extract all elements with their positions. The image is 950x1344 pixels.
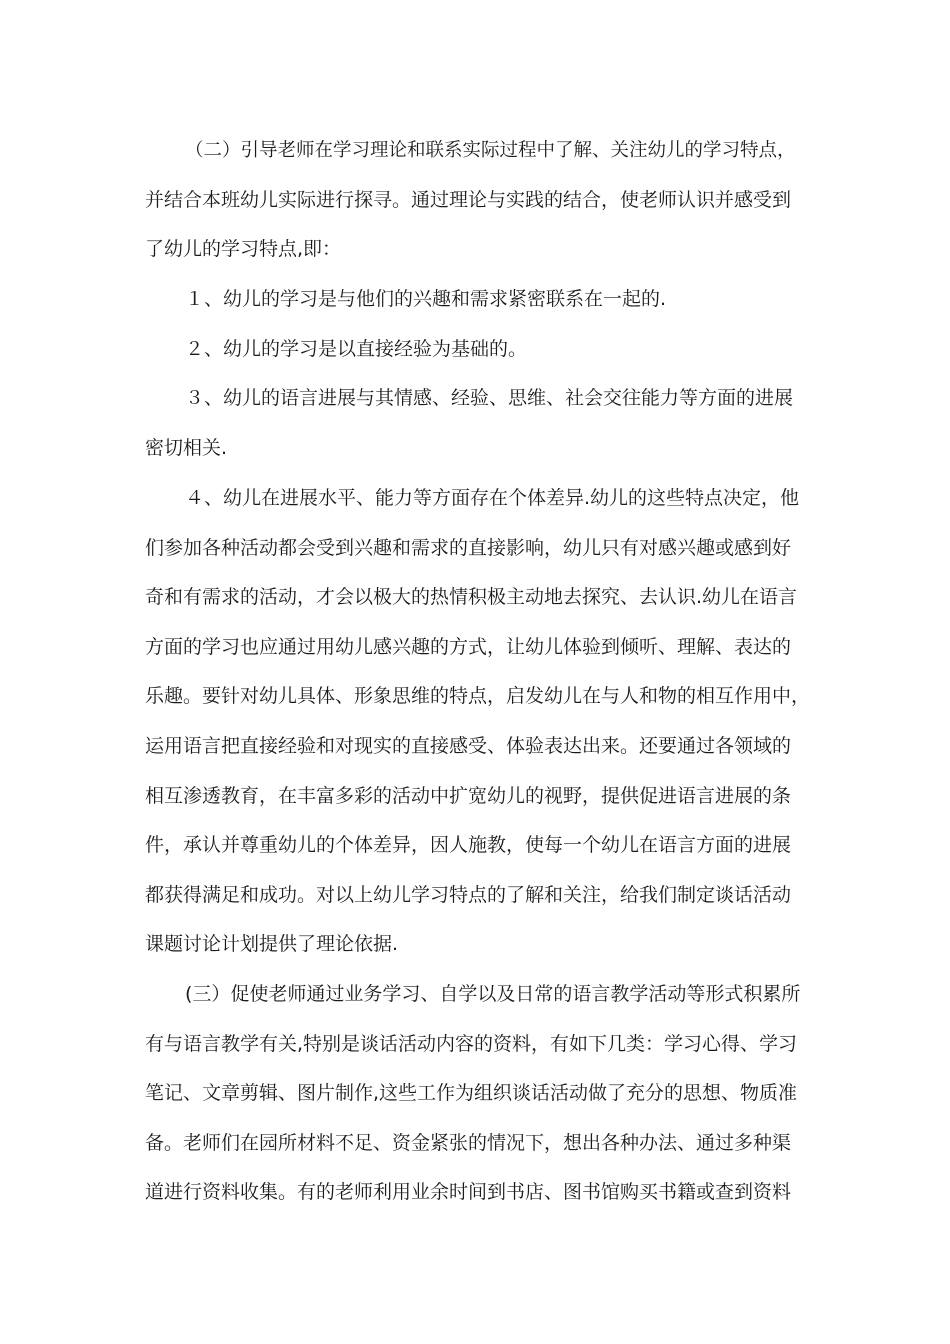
paragraph-section-2 [145,126,810,275]
text-line: 课题讨论计划提供了理论依据. [145,933,399,956]
text-line: 件，承认并尊重幼儿的个体差异，因人施教，使每一个幼儿在语言方面的进展 [145,834,792,857]
text-line: 密切相关. [145,436,228,459]
text-line: 笔记、文章剪辑、图片制作,这些工作为组织谈话活动做了充分的思想、物质准 [145,1082,798,1105]
text-line: （二）引导老师在学习理论和联系实际过程中了解、关注幼儿的学习特点， [185,140,796,161]
text-line: １、幼儿的学习是与他们的兴趣和需求紧密联系在一起的. [185,288,667,310]
list-item-4 [145,474,810,970]
text-line: 运用语言把直接经验和对现实的直接感受、体验表达出来。还要通过各领域的 [145,734,792,757]
text-line: 奇和有需求的活动，才会以极大的热情积极主动地去探究、去认识.幼儿在语言 [145,586,798,609]
text-line: ４、幼儿在进展水平、能力等方面存在个体差异.幼儿的这些特点决定，他 [185,487,800,509]
text-line: 相互渗透教育，在丰富多彩的活动中扩宽幼儿的视野，提供促进语言进展的条 [145,784,792,807]
text-line: 道进行资料收集。有的老师利用业余时间到书店、图书馆购买书籍或查到资料 [145,1181,792,1204]
text-line: 有与语言教学有关,特别是谈话活动内容的资料，有如下几类：学习心得、学习 [145,1032,798,1055]
text-line: 都获得满足和成功。对以上幼儿学习特点的了解和关注，给我们制定谈话活动 [145,883,792,906]
text-line: 备。老师们在园所材料不足、资金紧张的情况下，想出各种办法、通过多种渠 [145,1131,792,1154]
text-line: 乐趣。要针对幼儿具体、形象思维的特点，启发幼儿在与人和物的相互作用中， [145,685,811,708]
paragraph-section-3 [145,970,810,1218]
list-item-1 [145,275,810,325]
text-line: (三）促使老师通过业务学习、自学以及日常的语言教学活动等形式积累所 [185,983,801,1005]
list-item-2 [145,325,810,375]
text-line: 了幼儿的学习特点,即： [145,238,342,261]
list-item-3 [145,374,810,473]
text-line: 们参加各种活动都会受到兴趣和需求的直接影响，幼儿只有对感兴趣或感到好 [145,536,792,559]
text-line: ３、幼儿的语言进展与其情感、经验、思维、社会交往能力等方面的进展 [185,387,794,409]
text-line: 并结合本班幼儿实际进行探寻。通过理论与实践的结合，使老师认识并感受到 [145,188,792,211]
text-line: ２、幼儿的学习是以直接经验为基础的。 [185,338,528,360]
text-line: 方面的学习也应通过用幼儿感兴趣的方式，让幼儿体验到倾听、理解、表达的 [145,635,792,658]
